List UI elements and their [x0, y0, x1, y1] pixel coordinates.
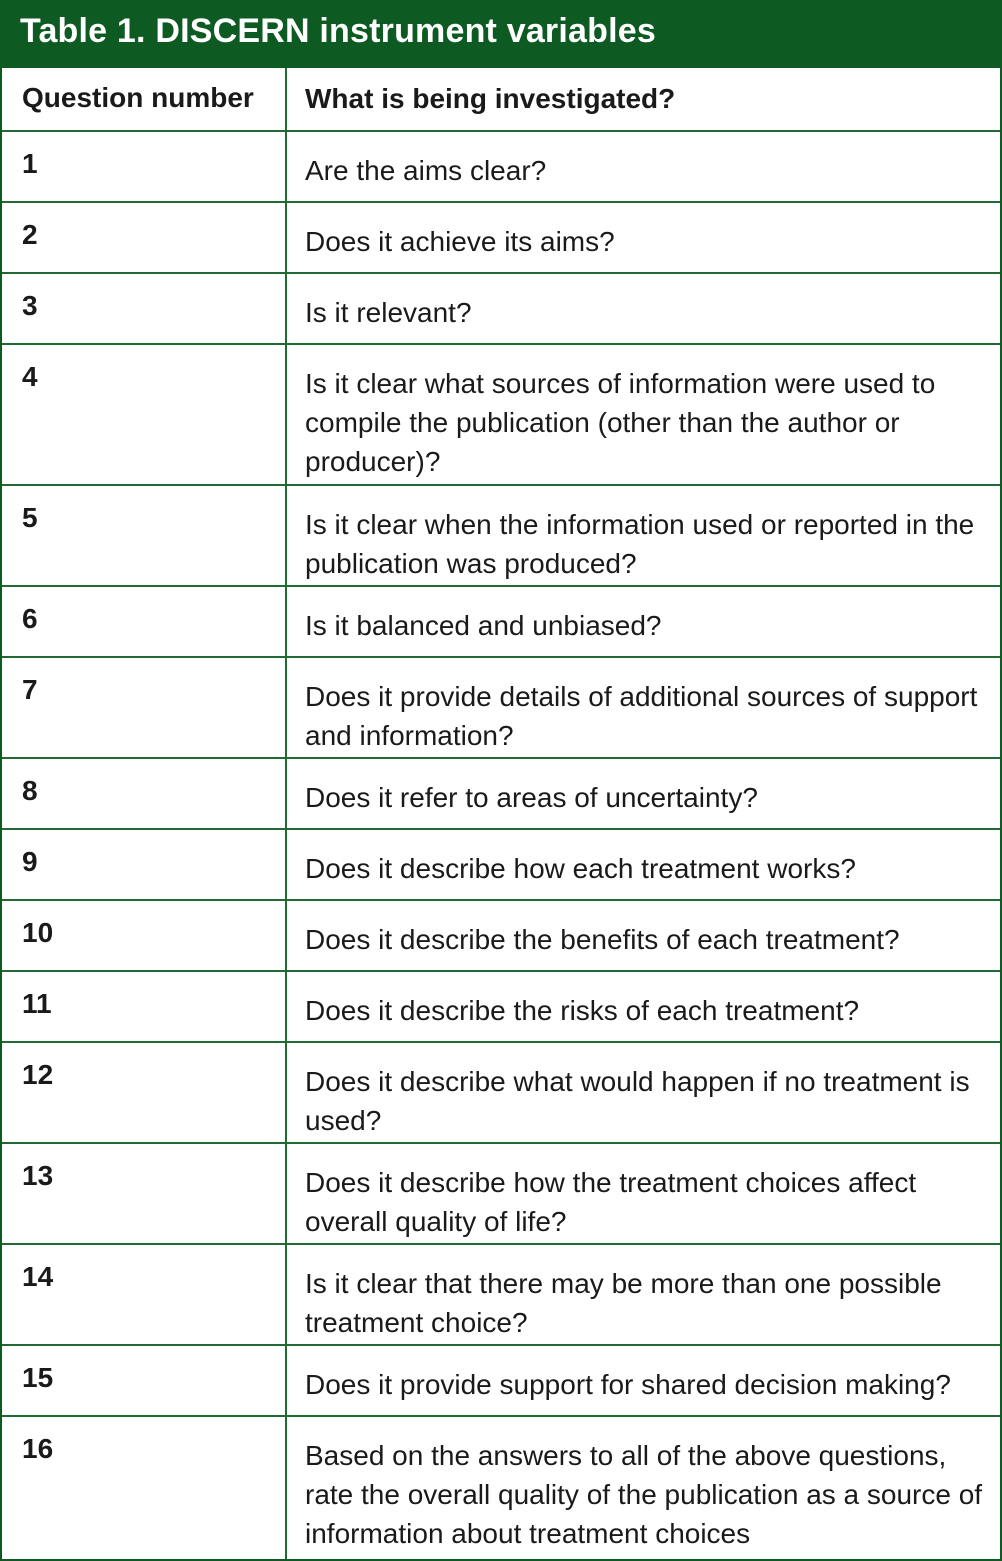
question-number: 4 [2, 345, 287, 484]
question-number: 5 [2, 486, 287, 585]
question-number: 3 [2, 274, 287, 343]
question-text: Does it refer to areas of uncertainty? [305, 782, 758, 813]
table-row [2, 828, 1000, 899]
question-number: 1 [2, 132, 287, 201]
question-number: 15 [2, 1346, 287, 1415]
question-number: 14 [2, 1245, 287, 1344]
question-number: 9 [2, 830, 287, 899]
question-number: 7 [2, 658, 287, 757]
question-number: 6 [2, 587, 287, 656]
table-row [2, 970, 1000, 1041]
table-row [2, 656, 1000, 757]
question-text: Does it describe the risks of each treatment? [305, 995, 860, 1026]
question-text: Are the aims clear? [305, 155, 547, 186]
table-row [2, 130, 1000, 201]
question-text: Does it provide support for shared decision making? [305, 1369, 951, 1400]
table-title: Table 1. DISCERN instrument variables [2, 0, 1000, 68]
question-number: 8 [2, 759, 287, 828]
question-text: Based on the answers to all of the above questions, rate the overall quality of the publication as a source of information about treatment choices [305, 1440, 983, 1549]
column-header-question-number: Question number [2, 68, 287, 130]
table-row [2, 484, 1000, 585]
table-row [2, 899, 1000, 970]
table-row [2, 757, 1000, 828]
table-row [2, 201, 1000, 272]
question-text: Does it describe how each treatment works? [305, 853, 856, 884]
question-number: 16 [2, 1417, 287, 1559]
question-text: Is it clear what sources of information were used to compile the publication (other than the author or producer)? [305, 368, 936, 477]
question-text: Does it describe what would happen if no treatment is used? [305, 1066, 970, 1136]
question-text: Is it balanced and unbiased? [305, 610, 662, 641]
column-header-investigated: What is being investigated? [305, 83, 676, 114]
table-row [2, 1041, 1000, 1142]
table-row [2, 343, 1000, 484]
question-number: 12 [2, 1043, 287, 1142]
question-text: Does it provide details of additional sources of support and information? [305, 681, 978, 751]
question-number: 2 [2, 203, 287, 272]
question-number: 13 [2, 1144, 287, 1243]
question-text: Does it describe the benefits of each treatment? [305, 924, 900, 955]
question-text: Is it clear that there may be more than one possible treatment choice? [305, 1268, 942, 1338]
table-row [2, 1344, 1000, 1415]
table-row [2, 272, 1000, 343]
table-row [2, 1243, 1000, 1344]
table-header-row [2, 68, 1000, 130]
question-text: Is it clear when the information used or reported in the publication was produced? [305, 509, 975, 579]
table-row [2, 1142, 1000, 1243]
question-number: 10 [2, 901, 287, 970]
table-row [2, 585, 1000, 656]
question-text: Does it achieve its aims? [305, 226, 615, 257]
question-text: Does it describe how the treatment choices affect overall quality of life? [305, 1167, 917, 1237]
table-row [2, 1415, 1000, 1559]
question-number: 11 [2, 972, 287, 1041]
question-text: Is it relevant? [305, 297, 472, 328]
